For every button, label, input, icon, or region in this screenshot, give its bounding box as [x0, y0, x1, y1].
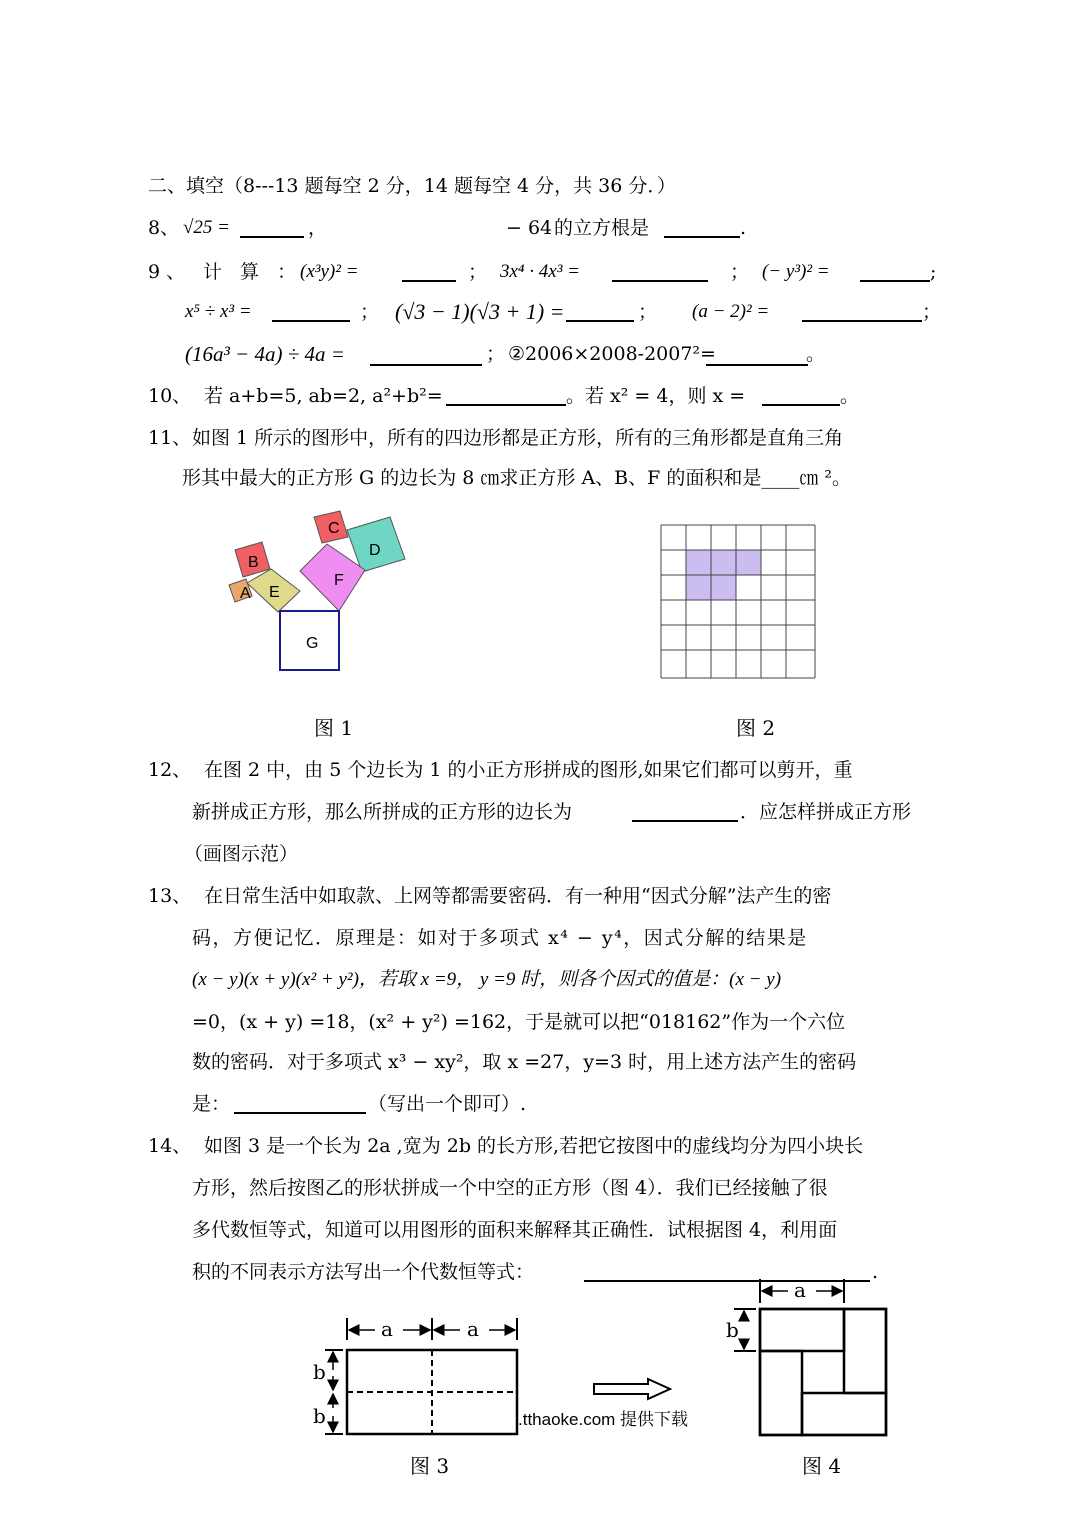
q14-line1: 如图 3 是一个长为 2a ,宽为 2b 的长方形,若把它按图中的虚线均分为四小块长	[204, 1135, 864, 1157]
figure-2-caption: 图 2	[736, 716, 776, 740]
q13-line4: =0，(x + y) =18，(x² + y²) =162，于是就可以把“018162”作为一个六位	[192, 1011, 846, 1033]
figure-3-caption: 图 3	[410, 1454, 450, 1478]
q11-number: 11、	[148, 427, 192, 449]
q13-line1: 在日常生活中如取款、上网等都需要密码．有一种用“因式分解”法产生的密	[204, 885, 832, 907]
q13-line5: 数的密码．对于多项式 x³ − xy²，取 x =27，y=3 时，用上述方法产生的密码	[192, 1051, 857, 1073]
q14-line2: 方形，然后按图乙的形状拼成一个中空的正方形（图 4）．我们已经接触了很	[192, 1177, 828, 1199]
label-c: C	[328, 520, 340, 537]
q11-line2: 形其中最大的正方形 G 的边长为 8 ㎝求正方形 A、B、F 的面积和是____㎝ ²。	[182, 467, 852, 489]
fig3-label-b1: b	[313, 1360, 326, 1384]
label-g: G	[306, 635, 319, 652]
label-f: F	[334, 572, 344, 589]
figure-4-caption: 图 4	[802, 1454, 842, 1478]
q9-expr8: ②2006×2008-2007²=	[508, 343, 716, 365]
label-d: D	[369, 542, 381, 559]
q9-expr1: (x³y)² =	[300, 261, 359, 282]
q13-line6b: （写出一个即可）.	[368, 1093, 527, 1115]
q9-blank4[interactable]	[272, 302, 350, 322]
q9-blank7[interactable]	[370, 346, 482, 366]
q9-expr4: x⁵ ÷ x³ =	[185, 301, 252, 322]
figure-1-caption: 图 1	[314, 716, 354, 740]
q9-blank5[interactable]	[566, 302, 634, 322]
q10-text2: 。若 x² = 4，则 x =	[566, 385, 746, 407]
q10-blank2[interactable]	[762, 386, 840, 406]
figure-2	[660, 524, 817, 680]
q13-line6a: 是：	[192, 1093, 231, 1115]
fig3-label-b2: b	[313, 1404, 326, 1428]
q8-expr2-value: − 64	[506, 217, 553, 239]
q9-blank2[interactable]	[612, 262, 708, 282]
q14-line4: 积的不同表示方法写出一个代数恒等式：	[192, 1261, 535, 1283]
q12-line1: 在图 2 中，由 5 个边长为 1 的小正方形拼成的图形,如果它们都可以剪开，重	[204, 759, 853, 781]
transform-arrow	[592, 1377, 674, 1401]
q14-line3: 多代数恒等式，知道可以用图形的面积来解释其正确性．试根据图 4，利用面	[192, 1219, 838, 1241]
fig3-label-a1: a	[381, 1317, 393, 1341]
q10-number: 10、	[148, 385, 192, 407]
q9-lead: 计 算 ：	[203, 261, 303, 283]
q12-number: 12、	[148, 759, 192, 781]
fig4-label-a: a	[794, 1278, 806, 1302]
q12-line2a: 新拼成正方形，那么所拼成的正方形的边长为	[192, 801, 573, 823]
figure-1	[220, 505, 420, 677]
q9-blank6[interactable]	[802, 302, 922, 322]
q9-number: 9 、	[148, 261, 186, 283]
fig4-label-b: b	[726, 1318, 739, 1342]
q9-expr7: (16a³ − 4a) ÷ 4a =	[185, 342, 345, 366]
q13-blank[interactable]	[234, 1094, 366, 1114]
q14-end: .	[872, 1261, 879, 1283]
q11-line1: 如图 1 所示的图形中，所有的四边形都是正方形，所有的三角形都是直角三角	[192, 427, 844, 449]
figure-4	[720, 1275, 892, 1439]
q12-line3: （画图示范）	[184, 843, 299, 865]
q12-blank[interactable]	[632, 802, 738, 822]
label-b: B	[248, 554, 259, 571]
q9-expr5: (√3 − 1)(√3 + 1) =	[395, 299, 565, 324]
q10-end: 。	[840, 385, 860, 407]
label-e: E	[269, 584, 280, 601]
q9-end: 。	[806, 343, 826, 365]
label-a: A	[240, 585, 251, 602]
q8-blank2[interactable]	[664, 218, 740, 238]
q13-line2: 码，方便记忆．原理是：如对于多项式 x⁴ − y⁴，因式分解的结果是	[192, 927, 808, 949]
q9-blank3[interactable]	[860, 262, 930, 282]
q10-blank1[interactable]	[446, 386, 566, 406]
q8-number: 8、	[148, 217, 180, 239]
q12-line2b: ．应怎样拼成正方形	[740, 801, 912, 823]
q9-blank8[interactable]	[706, 346, 808, 366]
q8-expr2-text: 的立方根是	[554, 217, 650, 239]
q14-number: 14、	[148, 1135, 192, 1157]
q13-number: 13、	[148, 885, 192, 907]
fig3-label-a2: a	[467, 1317, 479, 1341]
q8-blank1[interactable]	[240, 218, 304, 238]
figure-3	[305, 1310, 530, 1440]
q9-expr6: (a − 2)² =	[692, 301, 770, 322]
q8-expr1: √25 =	[183, 217, 230, 238]
q9-blank1[interactable]	[402, 262, 456, 282]
section-title: 二、填空（8---13 题每空 2 分，14 题每空 4 分，共 36 分．）	[148, 175, 676, 197]
q9-expr3: (− y³)² =	[762, 261, 830, 282]
q9-expr2: 3x⁴ · 4x³ =	[500, 261, 580, 282]
q10-text1: 若 a+b=5, ab=2, a²+b²=	[204, 385, 443, 407]
q13-line3: (x − y)(x + y)(x² + y²)，若取 x =9， y =9 时，则各个因式的值是：(x − y)	[192, 969, 782, 990]
watermark-text: .tthaoke.com 提供下载	[518, 1410, 689, 1429]
